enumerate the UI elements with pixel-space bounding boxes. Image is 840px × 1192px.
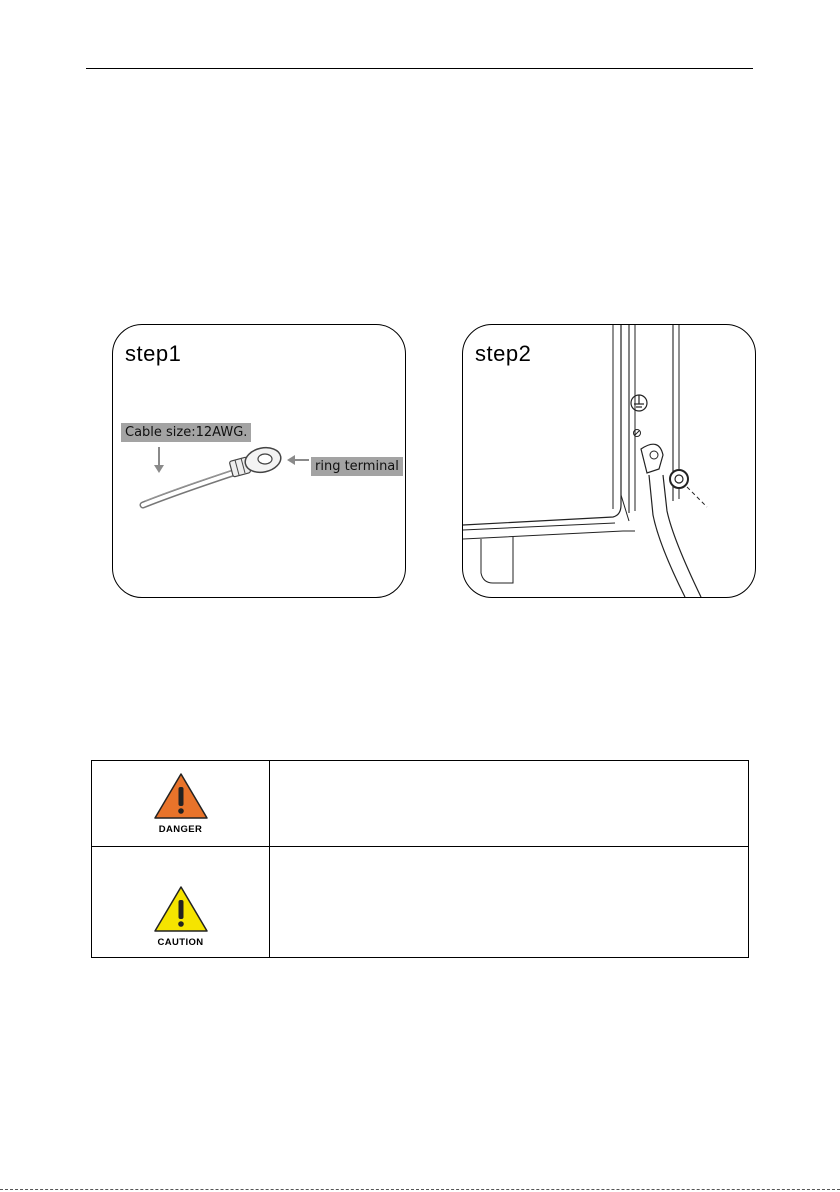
danger-text [270, 761, 749, 847]
caution-triangle-icon [151, 884, 211, 948]
caution-row [92, 847, 749, 958]
step2-panel [462, 324, 756, 598]
danger-triangle-icon [151, 771, 211, 835]
danger-row [92, 761, 749, 847]
ring-terminal-callout: ring terminal [311, 457, 403, 476]
header-rule [86, 68, 753, 69]
step2-label: step2 [475, 341, 532, 366]
cable-size-callout: Cable size:12AWG. [121, 423, 251, 442]
danger-icon-cell [92, 761, 270, 847]
step1-panel [112, 324, 406, 598]
caution-text [270, 847, 749, 958]
footer-rule [0, 1189, 840, 1190]
danger-word: DANGER [158, 823, 203, 835]
caution-word: CAUTION [157, 937, 204, 948]
step1-label: step1 [125, 341, 182, 366]
caution-icon-cell [92, 847, 270, 958]
safety-notice-table [91, 760, 749, 958]
